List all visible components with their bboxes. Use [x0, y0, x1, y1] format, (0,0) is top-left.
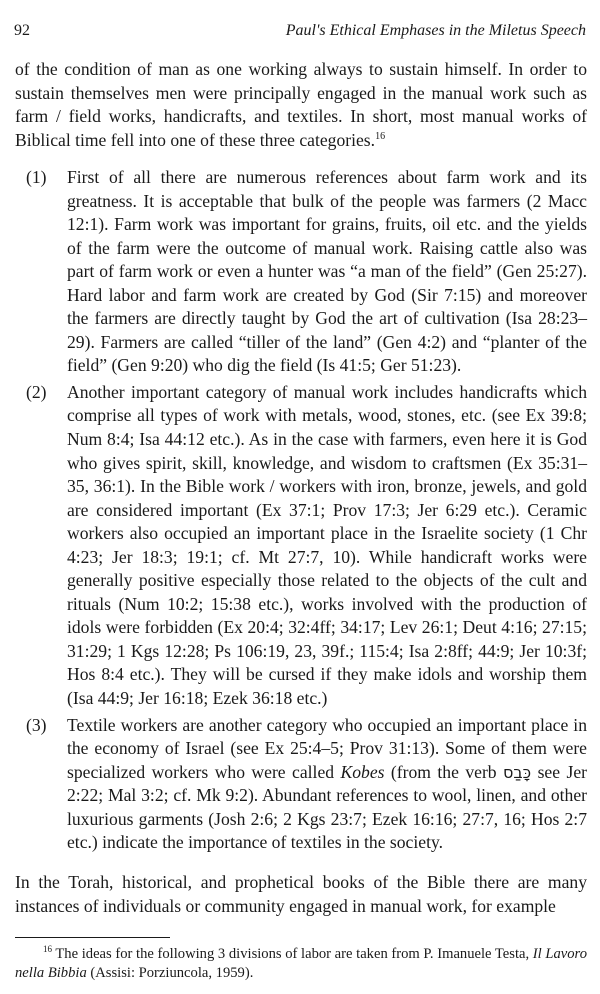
footnote-divider	[15, 937, 170, 938]
opening-paragraph-text: of the condition of man as one working always to sustain himself. In order to sustain themselves men were principally engaged in the manual work such as farm / field works, handicrafts, and textiles. In short, most manual works of Biblical time fell into one of these three categories.	[15, 59, 587, 150]
footnote-text-end: (Assisi: Porziuncola, 1959).	[86, 965, 254, 981]
running-title: Paul's Ethical Emphases in the Miletus Speech	[285, 22, 586, 39]
list-item-textiles	[15, 714, 587, 855]
closing-paragraph: In the Torah, historical, and prophetical books of the Bible there are many instances of individuals or community engaged in manual work, for example	[15, 872, 587, 916]
page-header	[14, 22, 586, 44]
list-item-number: (3)	[26, 714, 47, 735]
list-item-handicrafts	[15, 381, 587, 711]
list-item-text-mid: (from the verb	[384, 761, 504, 782]
opening-paragraph	[15, 58, 587, 152]
footnote-text-start: The ideas for the following 3 divisions of labor are taken from P. Imanuele Testa,	[52, 946, 533, 962]
list-item-number: (2)	[26, 381, 47, 402]
list-item-text: Another important category of manual work includes handicrafts which comprise all types of work with metals, wood, stones, etc. (see Ex 39:8; Num 8:4; Isa 44:12 etc.). As in the case with farmers, even here it is God who gives spirit, skill, knowledge, and wisdom to craftsmen (Ex 35:31–35, 36:1). In the Bible work / workers with iron, bronze, jewels, and gold are considered important (Ex 37:1; Prov 17:3; Jer 6:29 etc.). Ceramic workers also occupied an important place in the Israelite society (1 Chr 4:23; Jer 18:3; 19:1; cf. Mt 27:7, 10). While handicraft works were generally positive especially those related to the objects of the cult and rituals (Num 10:2; 15:38 etc.), works involved with the production of idols were forbidden (Ex 20:4; 32:4ff; 34:17; Lev 26:1; Deut 4:16; 27:15; 31:29; 1 Kgs 12:28; Ps 106:19, 23, 39f.; 115:4; Isa 2:8ff; 44:9; Jer 10:3f; Hos 8:4 etc.). They will be cursed if they make idols and worship them (Isa 44:9; Jer 16:18; Ezek 36:18 etc.)	[67, 381, 587, 709]
hebrew-verb: כָּבַס	[503, 762, 532, 782]
list-item-farm-work	[15, 166, 587, 378]
labor-categories-list	[15, 166, 587, 858]
footnote-book-title: Il Lavoro nella Bibbia	[15, 946, 587, 981]
page-number: 92	[14, 22, 30, 39]
list-item-text: First of all there are numerous references about farm work and its greatness. It is acceptable that bulk of the people was farmers (2 Macc 12:1). Farm work was important for grains, fruits, oil etc. and the yields of the farm were the outcome of manual work. Raising cattle also was part of farm work or even a hunter was “a man of the field” (Gen 25:27). Hard labor and farm work are created by God (Sir 7:15) and moreover the farmers are directly taught by God the art of cultivation (Isa 28:23–29). Farmers are called “tiller of the land” (Gen 4:2) and “planter of the field” (Gen 9:20) who dig the field (Is 41:5; Ger 51:23).	[67, 167, 587, 376]
footnote	[15, 945, 587, 983]
list-item-text-start: Textile workers are another category who occupied an important place in the economy of Israel (see Ex 25:4–5; Prov 31:13). Some of them were specialized workers who were called	[67, 714, 587, 782]
list-item-number: (1)	[26, 167, 47, 187]
footnote-reference: 16	[375, 130, 386, 142]
list-item-text-end: see Jer 2:22; Mal 3:2; cf. Mk 9:2). Abundant references to wool, linen, and other luxurious garments (Josh 2:6; 2 Kgs 23:7; Ezek 16:16; 27:7, 16; Hos 2:7 etc.) indicate the importance of textiles in the society.	[67, 761, 587, 853]
footnote-marker: 16	[43, 944, 52, 955]
term-kobes: Kobes	[340, 761, 385, 782]
